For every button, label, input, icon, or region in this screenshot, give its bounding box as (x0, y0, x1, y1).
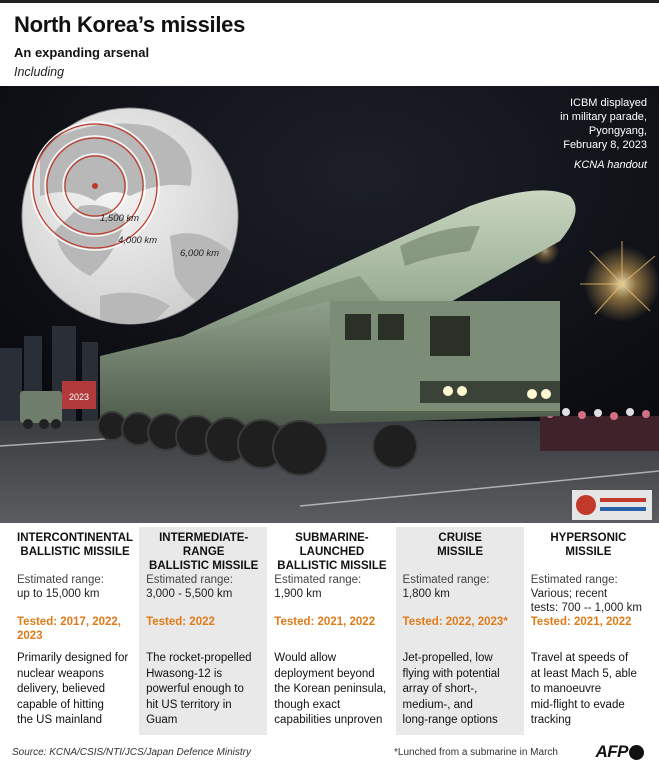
including-label: Including (14, 65, 65, 79)
caption-line: in military parade, (560, 111, 647, 123)
heading-line: MISSILE (437, 546, 484, 558)
description-line: the US mainland (17, 714, 103, 726)
column-hypersonic (524, 527, 652, 735)
photo-caption (560, 96, 647, 172)
parade-photo (0, 86, 659, 523)
description-line: Jet-propelled, low (402, 652, 493, 664)
heading-line: BALLISTIC MISSILE (20, 546, 130, 558)
tested-years (531, 615, 648, 629)
description-line: medium-, and (402, 698, 473, 711)
heading-line: INTERCONTINENTAL (17, 532, 134, 544)
column-heading (403, 531, 518, 573)
ring-label-4000: 4,000 km (118, 235, 158, 246)
description (274, 651, 391, 729)
photo-credit: KCNA handout (574, 159, 647, 171)
description (17, 651, 135, 729)
caption-line: ICBM displayed (569, 97, 647, 109)
tested-years (17, 615, 135, 643)
range-value: 1,900 km (274, 588, 322, 600)
column-slbm (267, 527, 395, 735)
north-korea-marker (92, 183, 98, 189)
column-icbm (10, 527, 139, 735)
column-irbm (139, 527, 267, 735)
description-line: deployment beyond (274, 667, 375, 680)
range-label: Estimated range: (146, 574, 233, 586)
description-line: tracking (530, 714, 572, 726)
range-value: tests: 700 -- 1,000 km (530, 602, 642, 614)
description-line: Would allow (274, 652, 337, 664)
ring-label-1500: 1,500 km (100, 213, 140, 224)
banner-year-text: 2023 (69, 392, 90, 402)
description-line: The rocket-propelled (146, 652, 252, 664)
tested-line: Tested: 2022, 2023* (402, 616, 508, 628)
description-line: Primarily designed for (17, 652, 129, 664)
afp-dot-icon (629, 745, 644, 760)
column-heading (531, 531, 646, 573)
heading-line: BALLISTIC MISSILE (277, 560, 387, 572)
heading-line: SUBMARINE-LAUNCHED (295, 532, 369, 558)
description-line: capabilities unproven (274, 714, 383, 726)
tested-years (403, 615, 520, 629)
heading-line: MISSILE (565, 546, 612, 558)
description-line: delivery, believed (17, 683, 106, 695)
tested-line: 2023 (17, 630, 43, 642)
description-line: powerful enough to (146, 683, 244, 695)
column-heading (146, 531, 261, 573)
range-label: Estimated range: (402, 574, 490, 586)
description (403, 651, 520, 729)
heading-line: CRUISE (438, 532, 482, 544)
footer (12, 744, 648, 762)
column-cruise (396, 527, 524, 735)
column-heading (274, 531, 389, 573)
description-line: at least Mach 5, able (530, 667, 637, 680)
range-value: Various; recent (530, 588, 608, 600)
range-label: Estimated range: (17, 574, 104, 586)
heading-line: BALLISTIC MISSILE (149, 560, 259, 572)
description (146, 651, 263, 729)
header (14, 12, 644, 79)
description-line: Travel at speeds of (530, 652, 629, 664)
description-line: though exact (274, 698, 341, 711)
description-line: Guam (146, 714, 178, 726)
source-note: Source: KCNA/CSIS/NTI/JCS/Japan Defence Ministry (12, 747, 251, 758)
missile-types (10, 527, 652, 735)
range-map (22, 108, 238, 326)
range-value: 3,000 - 5,500 km (146, 588, 233, 600)
range-label: Estimated range: (274, 574, 362, 586)
description-line: Hwasong-12 is (146, 667, 223, 680)
caption-line: Pyongyang, (588, 125, 647, 137)
column-heading (17, 531, 133, 573)
tested-years (146, 615, 263, 629)
ring-label-6000: 6,000 km (180, 248, 220, 259)
heading-line: HYPERSONIC (550, 532, 627, 544)
caption-line: February 8, 2023 (563, 139, 647, 151)
description-line: flying with potential (402, 667, 500, 680)
kcna-logo (572, 490, 652, 520)
description-line: mid-flight to evade (530, 698, 625, 711)
description (531, 651, 648, 729)
heading-line: INTERMEDIATE-RANGE (159, 532, 249, 558)
description-line: hit US territory in (146, 698, 232, 711)
description-line: nuclear weapons (17, 667, 104, 680)
footnote: *Lunched from a submarine in March (394, 747, 558, 758)
tested-line: Tested: 2021, 2022 (274, 616, 376, 628)
description-line: to manoeuvre (530, 683, 602, 695)
description-line: array of short-, (402, 683, 478, 695)
afp-logo (596, 742, 645, 762)
tested-line: Tested: 2021, 2022 (530, 616, 632, 628)
tested-line: Tested: 2017, 2022, (17, 616, 121, 628)
page-title: North Korea’s missiles (14, 12, 246, 37)
description-line: the Korean peninsula, (274, 683, 387, 695)
description-line: capable of hitting (17, 698, 104, 711)
top-rule (0, 0, 659, 3)
description-line: long-range options (402, 714, 498, 726)
range-value: 1,800 km (402, 588, 450, 600)
tested-years (274, 615, 391, 629)
tested-line: Tested: 2022 (146, 616, 215, 628)
afp-logo-text: AFP (595, 742, 628, 761)
page-subtitle: An expanding arsenal (14, 45, 150, 60)
range-value: up to 15,000 km (17, 588, 100, 600)
range-label: Estimated range: (530, 574, 618, 586)
